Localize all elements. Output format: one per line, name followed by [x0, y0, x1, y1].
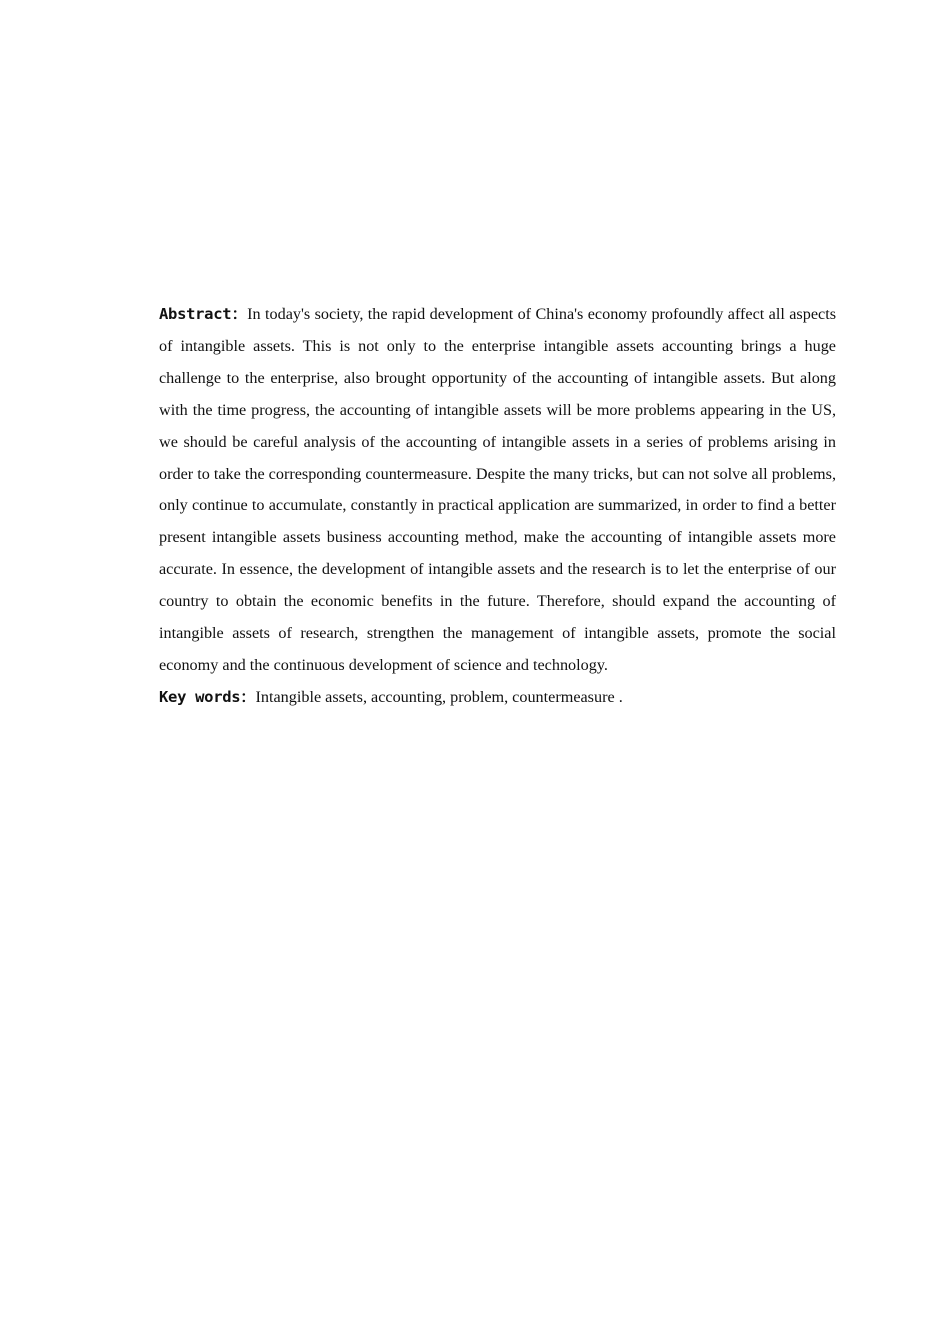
keywords-paragraph	[159, 682, 836, 714]
abstract-label: Abstract：	[159, 305, 248, 323]
abstract-paragraph	[159, 299, 836, 682]
keywords-text: Intangible assets, accounting, problem, countermeasure .	[255, 687, 623, 706]
keywords-label: Key words：	[159, 687, 256, 706]
abstract-text: In today's society, the rapid development of China's economy profoundly affect all aspects of intangible assets. This is not only to the enterprise intangible assets accounting brings a huge challenge to the enterprise, also brought opportunity of the accounting of intangible assets. But along with the time progress, the accounting of intangible assets will be more problems appearing in the US, we should be careful analysis of the accounting of intangible assets in a series of problems arising in order to take the corresponding countermeasure. Despite the many tricks, but can not solve all problems, only continue to accumulate, constantly in practical application are summarized, in order to find a better present intangible assets business accounting method, make the accounting of intangible assets more accurate. In essence, the development of intangible assets and the research is to let the enterprise of our country to obtain the economic benefits in the future. Therefore, should expand the accounting of intangible assets of research, strengthen the management of intangible assets, promote the social economy and the continuous development of science and technology.	[159, 305, 836, 674]
abstract-section	[159, 299, 836, 714]
